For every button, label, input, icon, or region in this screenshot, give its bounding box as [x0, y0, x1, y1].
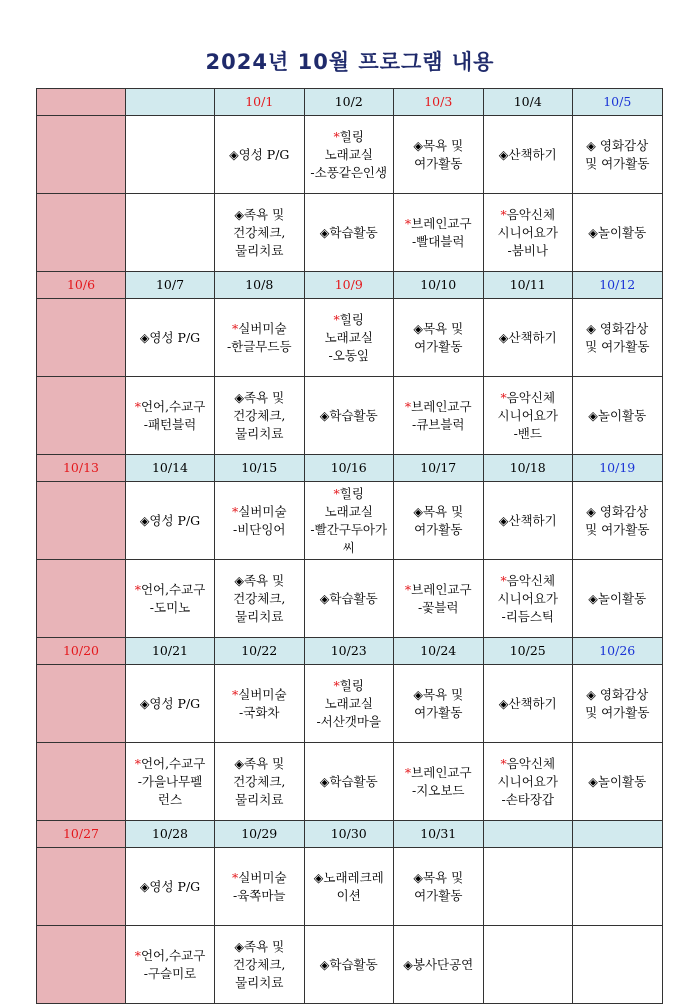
activity-cell — [126, 194, 215, 272]
activity-cell — [573, 743, 663, 821]
activity-cell — [394, 482, 484, 560]
date-cell: 10/23 — [304, 638, 394, 665]
activity-text: ◈목욕 및 여가활동 — [413, 503, 464, 537]
program-schedule-table — [36, 88, 663, 1004]
date-cell: 10/14 — [126, 455, 215, 482]
activity-cell — [394, 926, 484, 1004]
activity-cell — [215, 926, 305, 1004]
activity-cell — [483, 482, 573, 560]
date-cell: 10/8 — [215, 272, 305, 299]
activity-cell — [394, 560, 484, 638]
activity-text: 언어,수교구 -구슬미로 — [140, 947, 206, 981]
activity-text: ◈학습활동 — [319, 407, 378, 423]
activity-text: ◈산책하기 — [498, 512, 557, 528]
date-cell: 10/3 — [394, 89, 484, 116]
side-cell — [37, 848, 126, 926]
activity-cell — [215, 377, 305, 455]
activity-text: ◈학습활동 — [319, 590, 378, 606]
highlight-asterisk: * — [134, 755, 141, 771]
activity-row — [37, 665, 663, 743]
activity-cell — [573, 299, 663, 377]
side-cell — [37, 926, 126, 1004]
activity-cell — [483, 848, 573, 926]
side-cell — [37, 194, 126, 272]
highlight-asterisk: * — [333, 128, 340, 144]
highlight-asterisk: * — [134, 947, 141, 963]
activity-cell — [126, 482, 215, 560]
activity-text: ◈영성 P/G — [229, 146, 290, 162]
activity-row — [37, 116, 663, 194]
activity-cell — [304, 560, 394, 638]
activity-text: ◈놀이활동 — [588, 224, 647, 240]
side-cell — [37, 482, 126, 560]
activity-cell — [215, 743, 305, 821]
side-cell — [37, 116, 126, 194]
date-cell: 10/12 — [573, 272, 663, 299]
activity-text: ◈영성 P/G — [139, 878, 201, 894]
date-cell: 10/11 — [483, 272, 573, 299]
activity-cell — [215, 482, 305, 560]
activity-text: 실버미술 -한글무드등 — [226, 320, 292, 354]
date-cell: 10/28 — [126, 821, 215, 848]
date-cell: 10/21 — [126, 638, 215, 665]
activity-cell — [394, 299, 484, 377]
highlight-asterisk: * — [333, 677, 340, 693]
date-row — [37, 821, 663, 848]
activity-cell — [126, 743, 215, 821]
activity-cell — [394, 377, 484, 455]
activity-text: ◈목욕 및 여가활동 — [413, 137, 464, 171]
date-cell: 10/25 — [483, 638, 573, 665]
activity-text: 브레인교구 -꽃블럭 — [411, 581, 472, 615]
activity-cell — [483, 926, 573, 1004]
activity-text: ◈목욕 및 여가활동 — [413, 869, 464, 903]
highlight-asterisk: * — [404, 764, 412, 780]
activity-cell — [483, 743, 573, 821]
activity-text: 힐링 노래교실 -서산갯마을 — [316, 677, 382, 729]
activity-text: ◈족욕 및 건강체크, 물리치료 — [233, 206, 286, 258]
activity-cell — [573, 926, 663, 1004]
activity-row — [37, 299, 663, 377]
activity-text: 힐링 노래교실 -소풍같은인생 — [310, 128, 388, 180]
highlight-asterisk: * — [500, 572, 507, 588]
date-cell: 10/15 — [215, 455, 305, 482]
activity-text: ◈족욕 및 건강체크, 물리치료 — [233, 572, 286, 624]
date-row — [37, 89, 663, 116]
activity-cell — [573, 377, 663, 455]
date-row — [37, 272, 663, 299]
activity-cell — [483, 194, 573, 272]
activity-text: ◈영성 P/G — [139, 512, 201, 528]
activity-cell — [304, 299, 394, 377]
activity-row — [37, 194, 663, 272]
activity-text: ◈산책하기 — [498, 146, 557, 162]
highlight-asterisk: * — [231, 686, 239, 702]
activity-text: 힐링 노래교실 -빨간구두아가 씨 — [310, 485, 388, 555]
activity-text: 힐링 노래교실 -오동잎 — [324, 311, 373, 363]
activity-text: 브레인교구 -지오보드 — [411, 764, 472, 798]
activity-text: ◈족욕 및 건강체크, 물리치료 — [233, 938, 286, 990]
highlight-asterisk: * — [500, 206, 507, 222]
activity-text: 음악신체 시니어요가 -붐비나 — [497, 206, 558, 258]
side-cell — [37, 560, 126, 638]
activity-text: 실버미술 -비단잉어 — [232, 503, 287, 537]
highlight-asterisk: * — [404, 215, 412, 231]
activity-cell — [483, 299, 573, 377]
activity-text: ◈목욕 및 여가활동 — [413, 686, 464, 720]
activity-text: 언어,수교구 -가을나무펠 런스 — [137, 755, 206, 807]
highlight-asterisk: * — [231, 869, 239, 885]
date-cell: 10/6 — [37, 272, 126, 299]
date-cell: 10/31 — [394, 821, 484, 848]
side-cell — [37, 299, 126, 377]
activity-cell — [304, 194, 394, 272]
date-cell — [483, 821, 573, 848]
activity-text: 음악신체 시니어요가 -밴드 — [497, 389, 558, 441]
activity-cell — [215, 665, 305, 743]
activity-cell — [304, 116, 394, 194]
activity-row — [37, 743, 663, 821]
activity-cell — [573, 482, 663, 560]
highlight-asterisk: * — [231, 503, 239, 519]
activity-text: ◈놀이활동 — [588, 590, 647, 606]
activity-cell — [483, 665, 573, 743]
activity-text: ◈족욕 및 건강체크, 물리치료 — [233, 755, 286, 807]
activity-text: ◈족욕 및 건강체크, 물리치료 — [233, 389, 286, 441]
activity-cell — [573, 560, 663, 638]
highlight-asterisk: * — [333, 485, 340, 501]
activity-text: ◈봉사단공연 — [403, 956, 474, 972]
date-cell: 10/2 — [304, 89, 394, 116]
activity-cell — [215, 299, 305, 377]
activity-cell — [304, 377, 394, 455]
activity-row — [37, 482, 663, 560]
date-cell: 10/4 — [483, 89, 573, 116]
activity-row — [37, 560, 663, 638]
highlight-asterisk: * — [333, 311, 340, 327]
date-cell — [573, 821, 663, 848]
date-row — [37, 455, 663, 482]
highlight-asterisk: * — [500, 755, 507, 771]
activity-row — [37, 926, 663, 1004]
activity-cell — [126, 560, 215, 638]
activity-cell — [394, 848, 484, 926]
activity-text: ◈영성 P/G — [139, 329, 201, 345]
date-cell — [37, 89, 126, 116]
activity-cell — [215, 116, 305, 194]
activity-cell — [126, 926, 215, 1004]
activity-text: ◈학습활동 — [319, 773, 378, 789]
activity-text: 언어,수교구 -패턴블럭 — [140, 398, 206, 432]
highlight-asterisk: * — [500, 389, 507, 405]
date-cell: 10/5 — [573, 89, 663, 116]
date-cell: 10/27 — [37, 821, 126, 848]
activity-cell — [394, 665, 484, 743]
date-cell: 10/18 — [483, 455, 573, 482]
activity-cell — [126, 299, 215, 377]
activity-text: ◈ 영화감상 및 여가활동 — [585, 503, 650, 537]
date-cell: 10/20 — [37, 638, 126, 665]
date-cell: 10/16 — [304, 455, 394, 482]
activity-text: ◈놀이활동 — [588, 407, 647, 423]
date-cell: 10/22 — [215, 638, 305, 665]
activity-cell — [394, 194, 484, 272]
page-title: 2024년 10월 프로그램 내용 — [205, 50, 495, 74]
highlight-asterisk: * — [404, 398, 412, 414]
activity-text: ◈ 영화감상 및 여가활동 — [585, 137, 650, 171]
activity-text: ◈영성 P/G — [139, 695, 201, 711]
activity-cell — [394, 116, 484, 194]
date-cell: 10/7 — [126, 272, 215, 299]
activity-text: ◈학습활동 — [319, 956, 378, 972]
activity-cell — [573, 848, 663, 926]
highlight-asterisk: * — [231, 320, 239, 336]
activity-cell — [215, 194, 305, 272]
date-cell: 10/19 — [573, 455, 663, 482]
activity-cell — [215, 848, 305, 926]
activity-cell — [394, 743, 484, 821]
activity-cell — [215, 560, 305, 638]
activity-cell — [304, 926, 394, 1004]
activity-row — [37, 377, 663, 455]
activity-cell — [483, 116, 573, 194]
activity-text: ◈ 영화감상 및 여가활동 — [585, 320, 650, 354]
activity-cell — [573, 194, 663, 272]
activity-text: ◈산책하기 — [498, 695, 557, 711]
activity-cell — [126, 665, 215, 743]
activity-cell — [573, 116, 663, 194]
side-cell — [37, 377, 126, 455]
date-cell: 10/17 — [394, 455, 484, 482]
activity-cell — [126, 116, 215, 194]
activity-cell — [483, 560, 573, 638]
activity-text: ◈목욕 및 여가활동 — [413, 320, 464, 354]
activity-cell — [304, 743, 394, 821]
activity-text: 음악신체 시니어요가 -리듬스틱 — [497, 572, 558, 624]
activity-text: 음악신체 시니어요가 -손타장갑 — [497, 755, 558, 807]
side-cell — [37, 665, 126, 743]
date-cell: 10/29 — [215, 821, 305, 848]
date-cell: 10/1 — [215, 89, 305, 116]
activity-text: 실버미술 -육쪽마늘 — [232, 869, 287, 903]
date-cell — [126, 89, 215, 116]
activity-text: 브레인교구 -빨대블럭 — [411, 215, 472, 249]
highlight-asterisk: * — [134, 581, 141, 597]
activity-text: ◈산책하기 — [498, 329, 557, 345]
activity-cell — [483, 377, 573, 455]
date-row — [37, 638, 663, 665]
activity-text: ◈ 영화감상 및 여가활동 — [585, 686, 650, 720]
activity-text: ◈노래레크레 이션 — [313, 869, 384, 903]
date-cell: 10/13 — [37, 455, 126, 482]
activity-text: 브레인교구 -큐브블럭 — [411, 398, 472, 432]
date-cell: 10/30 — [304, 821, 394, 848]
activity-text: 실버미술 -국화차 — [238, 686, 287, 720]
date-cell: 10/10 — [394, 272, 484, 299]
activity-text: ◈학습활동 — [319, 224, 378, 240]
activity-cell — [126, 848, 215, 926]
date-cell: 10/9 — [304, 272, 394, 299]
activity-text: 언어,수교구 -도미노 — [140, 581, 206, 615]
activity-cell — [304, 848, 394, 926]
activity-cell — [573, 665, 663, 743]
side-cell — [37, 743, 126, 821]
activity-cell — [304, 482, 394, 560]
activity-cell — [304, 665, 394, 743]
highlight-asterisk: * — [404, 581, 412, 597]
highlight-asterisk: * — [134, 398, 141, 414]
date-cell: 10/24 — [394, 638, 484, 665]
activity-row — [37, 848, 663, 926]
activity-text: ◈놀이활동 — [588, 773, 647, 789]
date-cell: 10/26 — [573, 638, 663, 665]
activity-cell — [126, 377, 215, 455]
